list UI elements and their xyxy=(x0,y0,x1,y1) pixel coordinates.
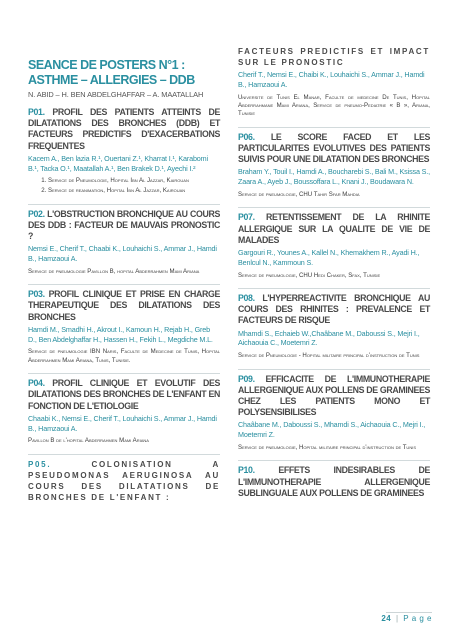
abstract-title: P02. L'OBSTRUCTION BRONCHIQUE AU COURS DES DDB : FACTEUR DE MAUVAIS PRONOSTIC ? xyxy=(28,204,220,243)
abstract-title: P04. PROFIL CLINIQUE ET EVOLUTIF DES DILATATIONS DES BRONCHES DE L'ENFANT EN FONCTION DE L'ETIOLOGIE xyxy=(28,373,220,412)
right-column xyxy=(238,46,430,507)
abstract-authors: Gargouri R., Younes A., Kallel N., Khemakhem R., Ayadi H., Benlcul N., Kammoun S. xyxy=(238,248,420,267)
abstract-authors: Kacem A., Ben lazia R.¹, Ouertani Z.¹, Kharrat I.¹, Karabomi B.¹, Tacka O.¹, Maatallah A.¹, Ben Brakek D.¹, Ayechi I.² xyxy=(28,153,208,173)
abstract-title: P01. PROFIL DES PATIENTS ATTEINTS DE DILATATIONS DES BRONCHES (DDB) ET FACTEURS PREDICTIFS D'EXACERBATIONS FREQUENTES xyxy=(28,107,220,151)
abstract-title: P10. EFFETS INDESIRABLES DE L'IMMUNOTHERAPIE ALLERGENIQUE SUBLINGUALE AUX POLLENS DE GRAMINEES xyxy=(238,460,430,499)
page-footer xyxy=(322,614,432,623)
abstract-p01 xyxy=(28,107,220,196)
abstract-affiliation: Service de pneumologie IBN Naris, Faculte de Medecine de Tunis, Hopital Abderrahmen Mami Ariana, Tunis, Tunisie. xyxy=(28,348,220,364)
footer-divider xyxy=(386,612,432,613)
abstract-title: P09. EFFICACITE DE L'IMMUNOTHERAPIE ALLERGENIQUE AUX POLLENS DE GRAMINEES CHEZ LES PATIENTS MONO ET POLYSENSIBILISES xyxy=(238,369,430,419)
page-number: 24 xyxy=(381,614,392,623)
abstract-p07 xyxy=(238,207,430,280)
abstract-authors: Cherif T., Nemsi E., Chaibi K., Louhaichi S., Ammar J., Hamdi B., Hamzaoui A. xyxy=(238,70,425,89)
footer-separator: | xyxy=(395,614,399,623)
abstract-affiliation: Pavillon B de l'hopital Abderrahmen Mami Ariana xyxy=(28,437,149,445)
abstract-p10 xyxy=(238,460,430,499)
abstract-p08 xyxy=(238,288,430,361)
abstract-authors: Chaabi K., Nemsi E., Cherif T., Louhaichi S., Ammar J., Hamdi B., Hamzaoui A. xyxy=(28,413,217,433)
abstract-affiliation: Service de pneumologie Pavillon B, hopital Abderrahmen Mami Ariana xyxy=(28,267,200,275)
abstract-p05-continued xyxy=(238,46,430,119)
abstract-p04 xyxy=(28,373,220,446)
abstract-authors: Braham Y., Touil I., Hamdi A., Boucharebi S., Bali M., Ksiss​a S., Zaara A., Ayeb J., Boussoffara L., Knani J., Boudawara N. xyxy=(238,167,430,187)
abstract-affiliation: Service de Pneumologie - Hopital militaire principal d'instruction de Tunis xyxy=(238,352,420,360)
abstract-affiliation: Service de pneumologie, Hopital militaire principal d'instruction de Tunis xyxy=(238,444,416,452)
abstract-title: P05. COLONISATION A PSEUDOMONAS AERUGINOSA AU COURS DES DILATATIONS DE BRONCHES DE L'ENFANT : xyxy=(28,454,220,503)
affiliation-item: 1. Service de Pneumologie, Hopital Ibn Al Jazzar, Kairouan xyxy=(48,177,220,186)
abstract-authors: Nemsi E., Cherif T., Chaabi K., Louhaichi S., Ammar J., Hamdi B., Hamzaoui A. xyxy=(28,244,217,263)
abstract-p05 xyxy=(28,454,220,503)
affiliation-list xyxy=(28,177,220,195)
abstract-affiliation: Service de pneumologie, CHU Tahir Sfar Mahdia xyxy=(238,191,360,199)
abstract-p06 xyxy=(238,127,430,200)
abstract-p02 xyxy=(28,204,220,277)
abstract-authors: Mhamdi S., Echaieb W.,Chaâbane M., Daboussi S., Mejri I., Aichaouia C., Moetemri Z. xyxy=(238,328,420,348)
session-title: SEANCE DE POSTERS N°1 : ASTHME – ALLERGIES – DDB xyxy=(28,58,195,87)
abstract-affiliation: Universite de Tunis El Manar, Faculte de medecine De Tunis, Hopital Abderrahmane Mami Ariana, Service de pneumo-Pediatrie « B », Ariana, Tunisie xyxy=(238,93,430,118)
abstract-authors: Chaâbane M., Daboussi S., Mhamdi S., Aichaouia C., Mejri I., Moetemri Z. xyxy=(238,420,426,440)
abstract-p03 xyxy=(28,284,220,365)
abstract-authors: Hamdi M., Smadhi H., Akrout I., Kamoun H., Rejab H., Greb D., Ben Abdelghaffar H., Hassen H., Fekih L., Megdiche M.L. xyxy=(28,324,213,344)
abstract-title: P03. PROFIL CLINIQUE ET PRISE EN CHARGE THERAPEUTIQUE DES DILATATIONS DES BRONCHES xyxy=(28,284,220,323)
abstract-title: P08. L'HYPERREACTIVITE BRONCHIQUE AU COURS DES RHINITES : PREVALENCE ET FACTEURS DE RISQUE xyxy=(238,288,430,327)
session-chairs: N. ABID – H. BEN ABDELGHAFFAR – A. MAATALLAH xyxy=(28,90,204,99)
abstract-affiliation: Service de pneumologie, CHU Hedi Chaker, Sfax, Tunisie xyxy=(238,271,381,279)
abstract-title: P06. LE SCORE FACED ET LES PARTICULARITES EVOLUTIVES DES PATIENTS SUIVIS POUR UNE DILATATION DES BRONCHES xyxy=(238,127,430,166)
abstract-p09 xyxy=(238,369,430,453)
abstract-title: P07. RETENTISSEMENT DE LA RHINITE ALLERGIQUE SUR LA QUALITE DE VIE DE MALADES xyxy=(238,207,430,246)
abstract-title: FACTEURS PREDICTIFS ET IMPACT SUR LE PRONOSTIC xyxy=(238,47,430,67)
page-label: P a g e xyxy=(403,614,432,623)
affiliation-item: 2. Service de reanimation, Hopital Ibn Al Jazzar, Kairouan xyxy=(48,187,220,196)
left-column xyxy=(28,46,220,511)
